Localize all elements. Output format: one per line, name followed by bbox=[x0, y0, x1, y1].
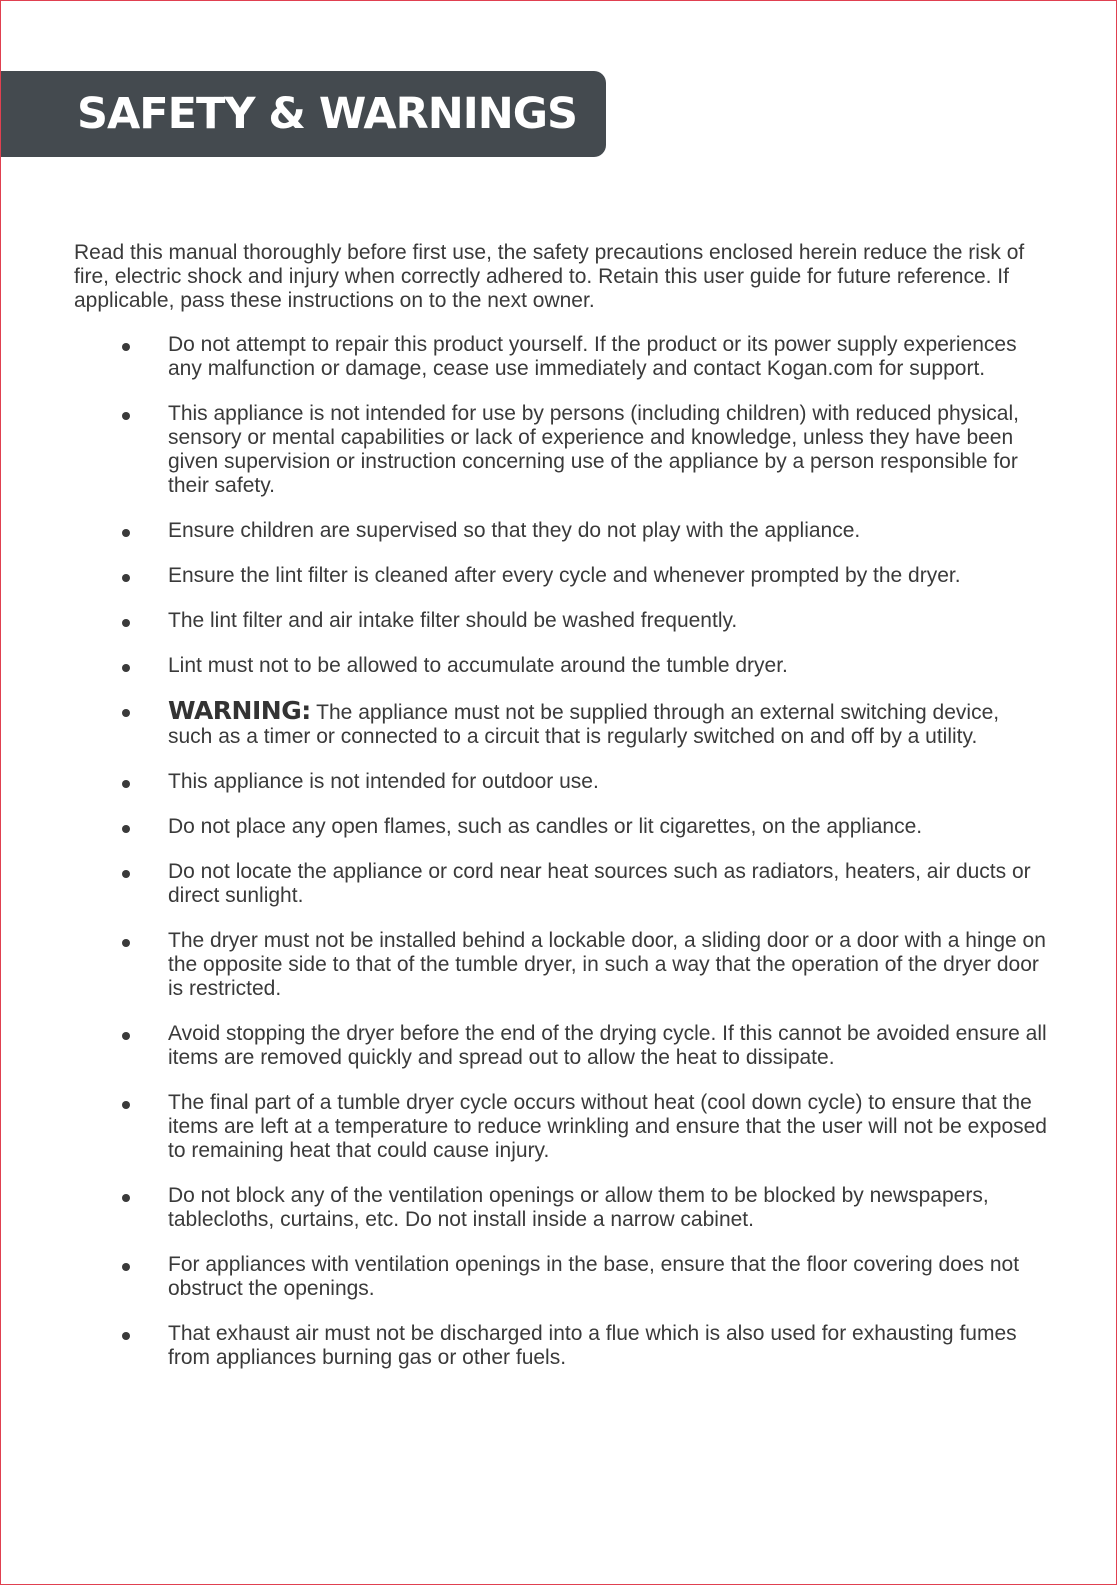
bullet-text: The appliance must not be supplied through an external switching device, such as a timer or connected to a circuit that is regularly switched on and off by a utility. bbox=[168, 701, 1000, 748]
bullet-icon bbox=[122, 1194, 130, 1202]
bullet-icon bbox=[122, 709, 130, 717]
bullet-icon bbox=[122, 870, 130, 878]
bullet-text: Avoid stopping the dryer before the end of the drying cycle. If this cannot be avoided ensure all items are removed quickly and spread out to allow the heat to dissipate. bbox=[168, 1022, 1047, 1069]
bullet-children bbox=[1, 519, 1048, 543]
safety-bullet-list bbox=[1, 333, 1119, 1391]
bullet-warning-switching bbox=[1, 696, 1048, 749]
bullet-icon bbox=[122, 664, 130, 672]
bullet-icon bbox=[122, 939, 130, 947]
bullet-icon bbox=[122, 343, 130, 351]
bullet-lint-filter-clean bbox=[1, 564, 1048, 588]
bullet-cool-down bbox=[1, 1091, 1048, 1163]
bullet-text: The final part of a tumble dryer cycle occurs without heat (cool down cycle) to ensure that the items are left at a temperature to reduce wrinkling and ensure that the user will not be exposed to remaining heat that could cause injury. bbox=[168, 1091, 1047, 1162]
bullet-text: Do not block any of the ventilation openings or allow them to be blocked by newspapers, tablecloths, curtains, etc. Do not install inside a narrow cabinet. bbox=[168, 1184, 989, 1231]
bullet-text: Do not locate the appliance or cord near heat sources such as radiators, heaters, air ducts or direct sunlight. bbox=[168, 860, 1031, 907]
bullet-outdoor bbox=[1, 770, 1048, 794]
bullet-text: That exhaust air must not be discharged into a flue which is also used for exhausting fumes from appliances burning gas or other fuels. bbox=[168, 1322, 1017, 1369]
title-banner bbox=[1, 71, 606, 157]
bullet-heat-sources bbox=[1, 860, 1048, 908]
bullet-open-flames bbox=[1, 815, 1048, 839]
bullet-icon bbox=[122, 619, 130, 627]
bullet-icon bbox=[122, 1263, 130, 1271]
bullet-text: Do not attempt to repair this product yourself. If the product or its power supply experiences any malfunction or damage, cease use immediately and contact Kogan.com for support. bbox=[168, 333, 1017, 380]
bullet-lint-accumulate bbox=[1, 654, 1048, 678]
page-title: SAFETY & WARNINGS bbox=[77, 89, 578, 139]
bullet-text: Ensure children are supervised so that they do not play with the appliance. bbox=[168, 519, 861, 542]
bullet-capabilities bbox=[1, 402, 1048, 498]
bullet-text: Lint must not to be allowed to accumulate around the tumble dryer. bbox=[168, 654, 788, 677]
bullet-door-install bbox=[1, 929, 1048, 1001]
bullet-text: Ensure the lint filter is cleaned after every cycle and whenever prompted by the dryer. bbox=[168, 564, 961, 587]
bullet-repair bbox=[1, 333, 1048, 381]
intro-paragraph: Read this manual thoroughly before first use, the safety precautions enclosed herein reduce the risk of fire, electric shock and injury when correctly adhered to. Retain this user guide for future reference. If applicable, pass these instructions on to the next owner. bbox=[74, 241, 1025, 312]
bullet-text: Do not place any open flames, such as candles or lit cigarettes, on the appliance. bbox=[168, 815, 923, 838]
warning-label: WARNING: bbox=[168, 696, 311, 725]
bullet-text: For appliances with ventilation openings in the base, ensure that the floor covering does not obstruct the openings. bbox=[168, 1253, 1020, 1300]
bullet-text: The lint filter and air intake filter should be washed frequently. bbox=[168, 609, 738, 632]
bullet-icon bbox=[122, 529, 130, 537]
bullet-icon bbox=[122, 780, 130, 788]
bullet-icon bbox=[122, 1332, 130, 1340]
bullet-text: This appliance is not intended for outdoor use. bbox=[168, 770, 599, 793]
bullet-text: This appliance is not intended for use by persons (including children) with reduced physical, sensory or mental capabilities or lack of experience and knowledge, unless they have been given supervision or instruction concerning use of the appliance by a person responsible for their safety. bbox=[168, 402, 1019, 497]
bullet-ventilation bbox=[1, 1184, 1048, 1232]
bullet-icon bbox=[122, 1101, 130, 1109]
bullet-filter-wash bbox=[1, 609, 1048, 633]
bullet-icon bbox=[122, 574, 130, 582]
bullet-stop-cycle bbox=[1, 1022, 1048, 1070]
bullet-icon bbox=[122, 1032, 130, 1040]
bullet-icon bbox=[122, 412, 130, 420]
bullet-text: The dryer must not be installed behind a lockable door, a sliding door or a door with a hinge on the opposite side to that of the tumble dryer, in such a way that the operation of the dryer door is restricted. bbox=[168, 929, 1046, 1000]
bullet-exhaust-flue bbox=[1, 1322, 1048, 1370]
bullet-icon bbox=[122, 825, 130, 833]
bullet-floor-covering bbox=[1, 1253, 1048, 1301]
